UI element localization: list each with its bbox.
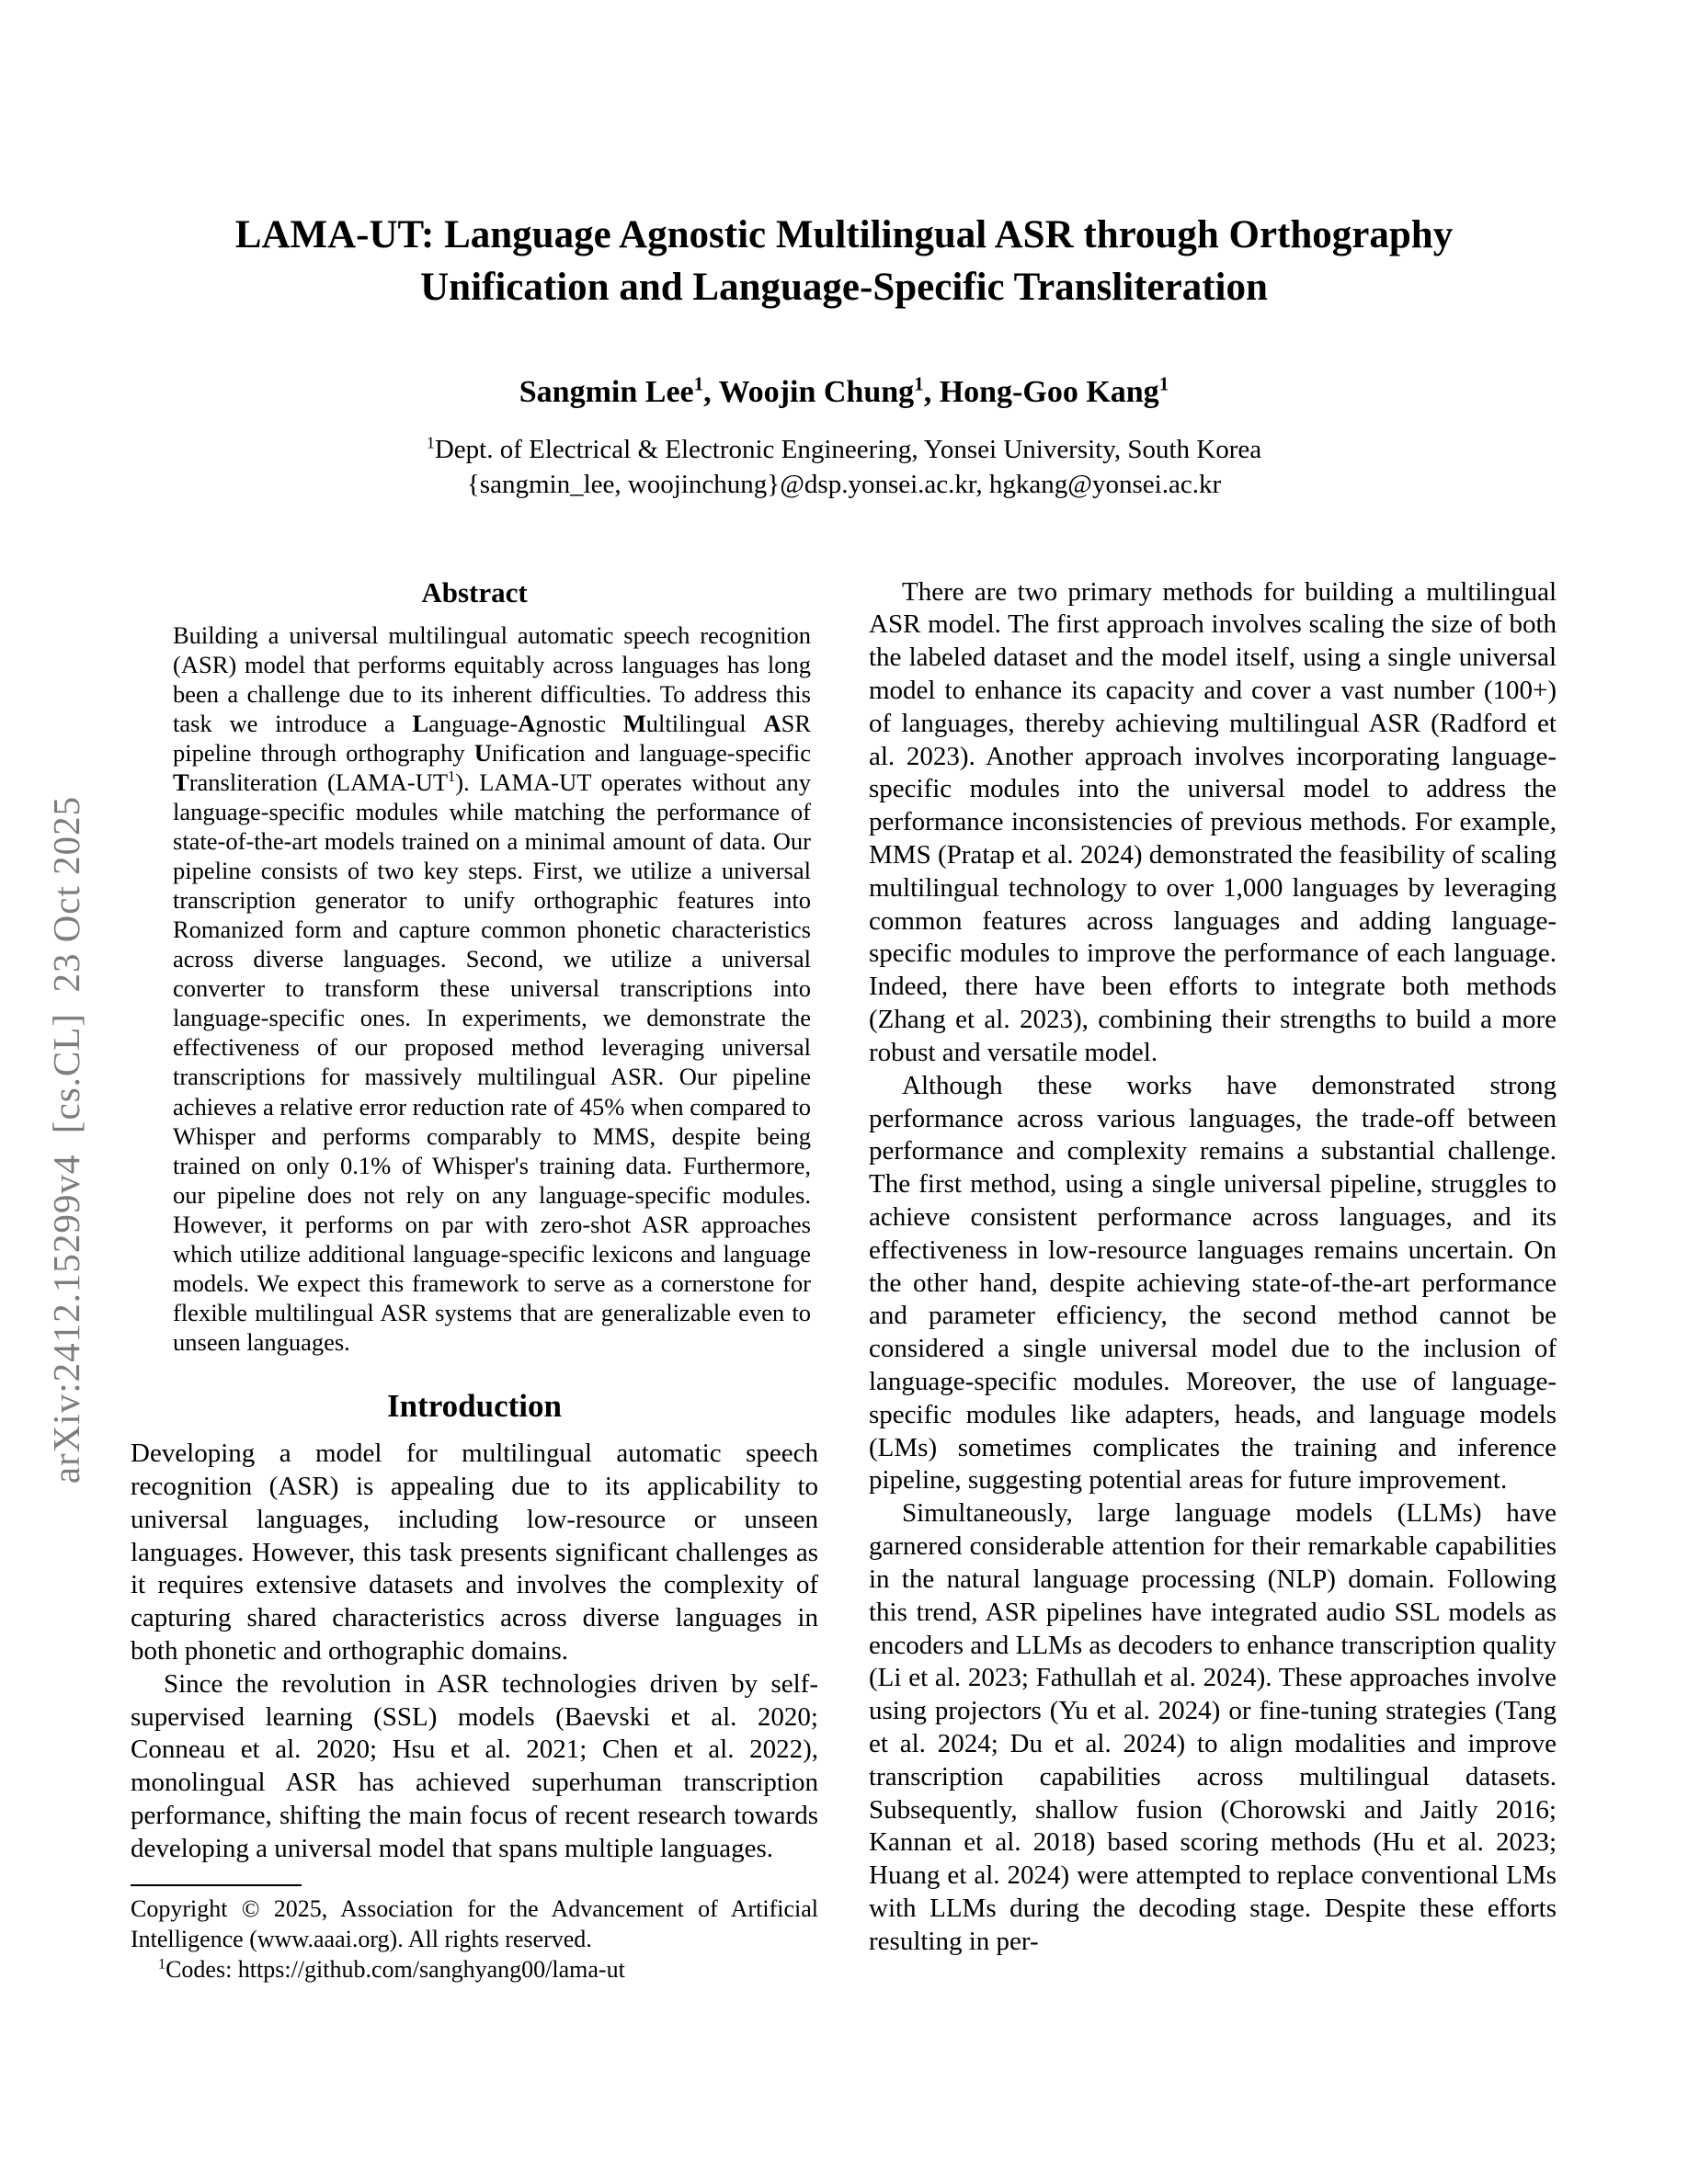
author-separator: ,	[703, 374, 719, 409]
author-name: Woojin Chung	[718, 374, 915, 409]
authors-line	[0, 373, 1688, 413]
author-name: Hong-Goo Kang	[939, 374, 1159, 409]
author-separator: ,	[923, 374, 940, 409]
emails-line: {sangmin_lee, woojinchung}@dsp.yonsei.ac.kr, hgkang@yonsei.ac.kr	[466, 470, 1222, 500]
body-paragraph-methods: There are two primary methods for building a multilingual ASR model. The first approach involves scaling the size of both the labeled dataset and the model itself, using a single universal model to enhance its capacity and cover a vast number (100+) of languages, thereby achieving multilingual ASR (Radford et al. 2023). Another approach involves incorporating language-specific modules into the universal model to address the performance inconsistencies of previous methods. For example, MMS (Pratap et al. 2024) demonstrated the feasibility of scaling multilingual technology to over 1,000 languages by leveraging common features across languages and adding language-specific modules to improve the performance of each language. Indeed, there have been efforts to integrate both methods (Zhang et al. 2023), combining their strengths to build a more robust and versatile model.	[869, 576, 1557, 1067]
two-column-body	[131, 576, 1557, 1985]
footnote-rule	[131, 1884, 302, 1886]
paper-title-line2: Unification and Language-Specific Transliteration	[420, 265, 1268, 309]
author-footnote-marker: 1	[1158, 372, 1169, 395]
code-footnote	[131, 1954, 818, 1985]
copyright-note: Copyright © 2025, Association for the Advancement of Artificial Intelligence (www.aaai.org). All rights reserved.	[131, 1894, 818, 1952]
affiliation-text: Dept. of Electrical & Electronic Engineering, Yonsei University, South Korea	[434, 435, 1262, 464]
paper-title	[0, 0, 1688, 314]
paper-title-line1: LAMA-UT: Language Agnostic Multilingual ASR through Orthography	[234, 213, 1454, 256]
abstract-heading: Abstract	[421, 575, 528, 609]
footnote-marker: 1	[448, 768, 456, 786]
intro-paragraph-1: Developing a model for multilingual automatic speech recognition (ASR) is appealing due to its applicability to universal languages, including low-resource or unseen languages. However, this task presents significant challenges as it requires extensive datasets and involves the complexity of capturing shared characteristics across diverse languages in both phonetic and orthographic domains.	[131, 1439, 818, 1666]
body-paragraph-llm: Simultaneously, large language models (LLMs) have garnered considerable attention for their remarkable capabilities in the natural language processing (NLP) domain. Following this trend, ASR pipelines have integrated audio SSL models as encoders and LLMs as decoders to enhance transcription quality (Li et al. 2023; Fathullah et al. 2024). These approaches involve using projectors (Yu et al. 2024) or fine-tuning strategies (Tang et al. 2024; Du et al. 2024) to align modalities and improve transcription capabilities across multilingual datasets. Subsequently, shallow fusion (Chorowski and Jaitly 2016; Kannan et al. 2018) based scoring methods (Hu et al. 2023; Huang et al. 2024) were attempted to replace conventional LMs with LLMs during the decoding stage. Despite these efforts resulting in per-	[869, 1498, 1557, 1956]
intro-paragraph-2: Since the revolution in ASR technologies driven by self-supervised learning (SSL) models (Baevski et al. 2020; Conneau et al. 2020; Hsu et al. 2021; Chen et al. 2022), monolingual ASR has achieved superhuman transcription performance, shifting the main focus of recent research towards developing a universal model that spans multiple languages.	[131, 1668, 818, 1863]
code-footnote-text: Codes: https://github.com/sanghyang00/lama-ut	[165, 1955, 625, 1983]
author-name: Sangmin Lee	[519, 374, 694, 409]
body-paragraph-tradeoff: Although these works have demonstrated strong performance across various languages, the trade-off between performance and complexity remains a substantial challenge. The first method, using a single universal pipeline, struggles to achieve consistent performance across languages, and its effectiveness in low-resource languages remains uncertain. On the other hand, despite achieving state-of-the-art performance and parameter efficiency, the second method cannot be considered a single universal model due to the inclusion of language-specific modules. Moreover, the use of language-specific modules like adapters, heads, and language models (LMs) sometimes complicates the training and inference pipeline, suggesting potential areas for future improvement.	[869, 1070, 1557, 1496]
abstract-text: Building a universal multilingual automatic speech recognition (ASR) model that performs equitably across languages has long been a challenge due to its inherent difficulties. To address this task we introduce a Language-Agnostic Multilingual ASR pipeline through orthography Unification and language-specific Transliteration $(LAMA-UT^1)$. LAMA-UT operates without any language-specific modules while matching the performance of state-of-the-art models trained on a minimal amount of data. Our pipeline consists of two key steps. First, we utilize a universal transcription generator to unify orthographic features into Romanized form and capture common phonetic characteristics across diverse languages. Second, we utilize a universal converter to transform these universal transcriptions into language-specific ones. In experiments, we demonstrate the effectiveness of our proposed method leveraging universal transcriptions for massively multilingual ASR. Our pipeline achieves a relative error reduction rate of 45% when compared to Whisper and performs comparably to MMS, despite being trained on only 0.1% of Whisper's training data. Furthermore, our pipeline does not rely on any language-specific modules. However, it performs on par with zero-shot ASR approaches which utilize additional language-specific lexicons and language models. We expect this framework to serve as a cornerstone for flexible multilingual ASR systems that are generalizable even to unseen languages.	[173, 620, 812, 1357]
affiliation-footnote-marker: 1	[426, 433, 435, 452]
right-column	[869, 576, 1557, 1959]
footnote-block	[131, 1884, 818, 1985]
left-column	[131, 576, 818, 1985]
introduction-heading: Introduction	[387, 1388, 562, 1425]
affiliation-line	[0, 432, 1688, 467]
footnote-marker: 1	[158, 1956, 166, 1973]
author-footnote-marker: 1	[693, 372, 704, 395]
author-footnote-marker: 1	[914, 372, 924, 395]
arxiv-watermark-label: arXiv:2412.15299v4 [cs.CL] 23 Oct 2025	[45, 795, 87, 1484]
